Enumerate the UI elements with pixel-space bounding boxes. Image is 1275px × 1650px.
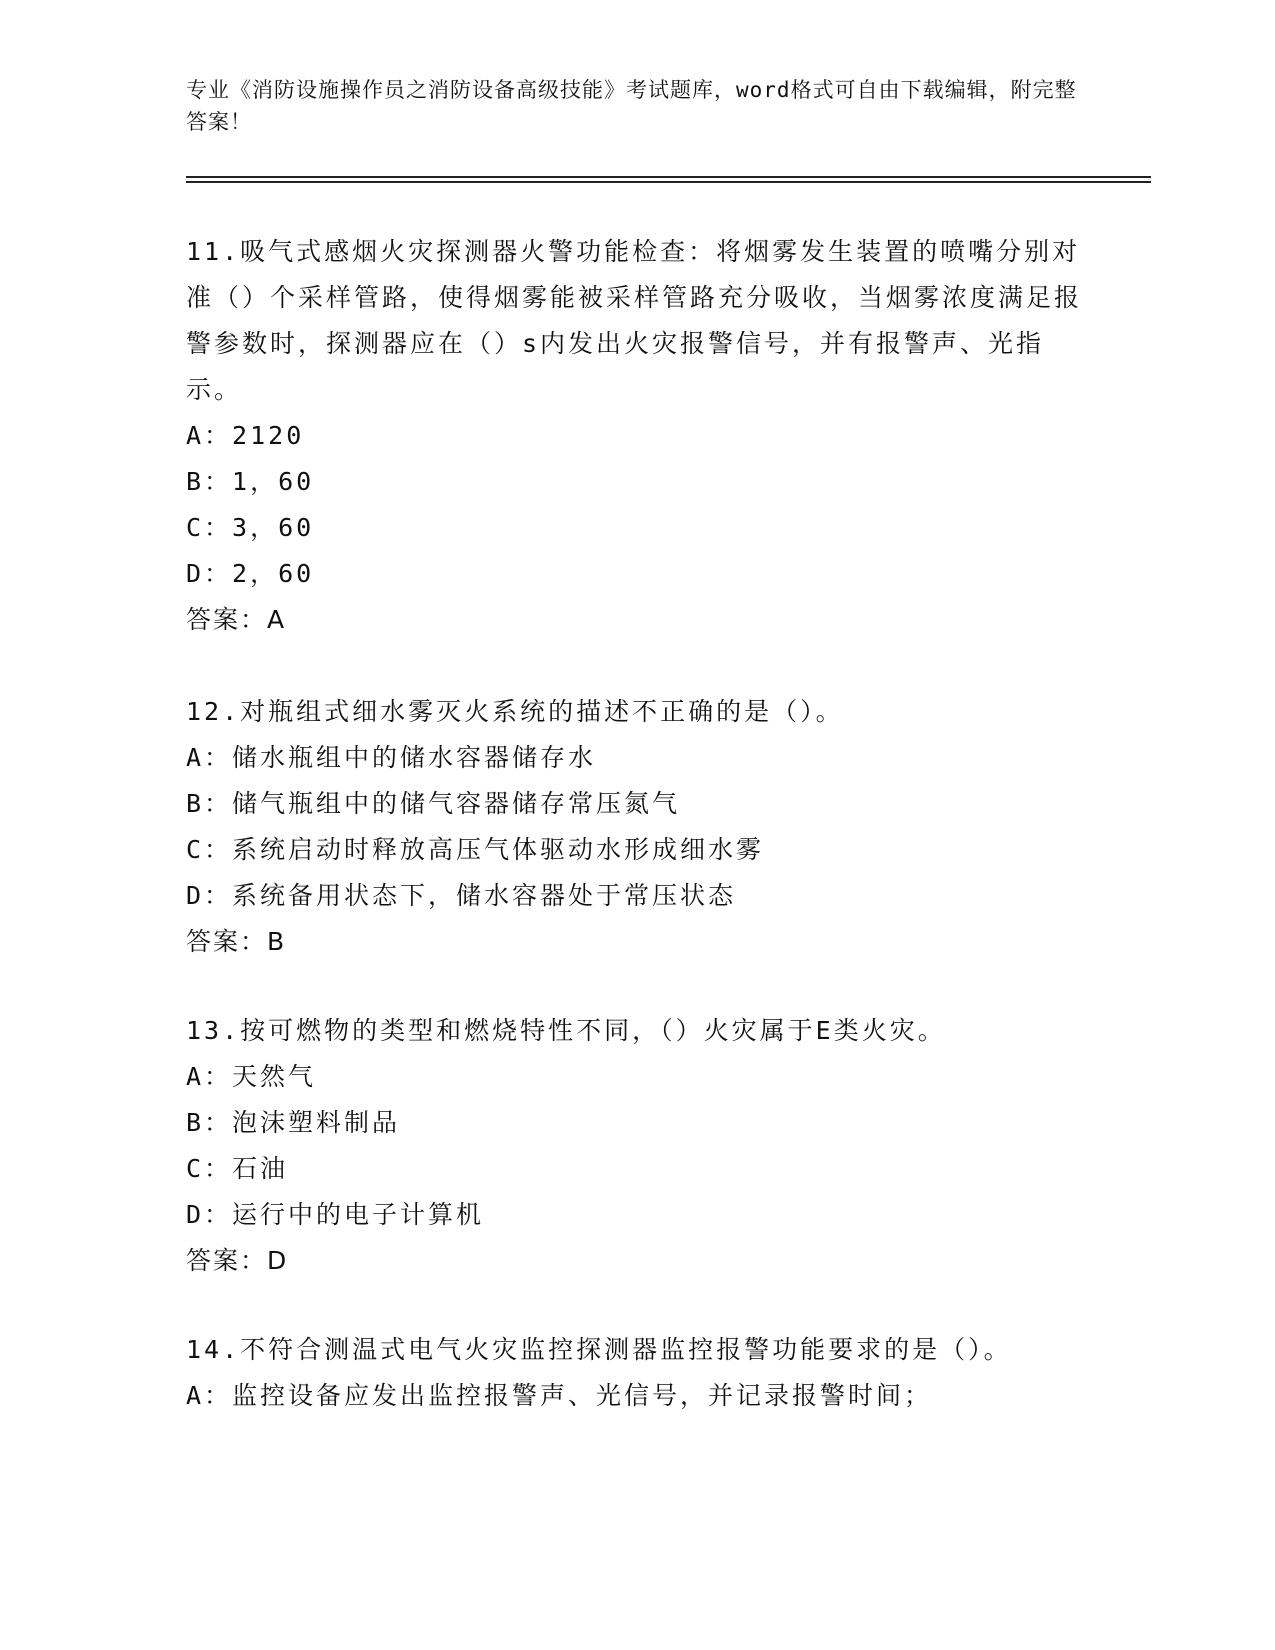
answer: 答案：A [186,605,287,634]
header-divider-bottom [186,181,1151,183]
question-stem: 11.吸气式感烟火灾探测器火警功能检查：将烟雾发生装置的喷嘴分别对准（）个采样管路，使得烟雾能被采样管路充分吸收，当烟雾浓度满足报警参数时，探测器应在（）s内发出火灾报警信号，并有报警声、光指示。 [186,237,1083,404]
option-b: B：1，60 [186,467,315,496]
option-a: A：储水瓶组中的储水容器储存水 [186,743,597,772]
option-a: A：天然气 [186,1062,317,1091]
option-d: D：2，60 [186,559,315,588]
option-a: A：2120 [186,421,305,450]
answer: 答案：D [186,1246,289,1275]
option-c: C：系统启动时释放高压气体驱动水形成细水雾 [186,835,765,864]
option-d: D：运行中的电子计算机 [186,1200,485,1229]
option-c: C：3，60 [186,513,315,542]
question-13 [186,1008,1086,1284]
question-stem: 14.不符合测温式电气火灾监控探测器监控报警功能要求的是（）。 [186,1335,1012,1364]
header-divider-top [186,176,1151,178]
option-b: B：泡沫塑料制品 [186,1108,401,1137]
document-header: 专业《消防设施操作员之消防设备高级技能》考试题库，word格式可自由下载编辑，附完整答案！ [186,78,1077,134]
option-d: D：系统备用状态下，储水容器处于常压状态 [186,881,737,910]
question-11 [186,229,1086,643]
option-c: C：石油 [186,1154,289,1183]
question-14 [186,1327,1086,1419]
option-a: A：监控设备应发出监控报警声、光信号，并记录报警时间； [186,1381,933,1410]
answer: 答案：B [186,927,287,956]
question-stem: 12.对瓶组式细水雾灭火系统的描述不正确的是（）。 [186,697,844,726]
option-b: B：储气瓶组中的储气容器储存常压氮气 [186,789,681,818]
question-12 [186,689,1086,965]
question-stem: 13.按可燃物的类型和燃烧特性不同，（）火灾属于E类火灾。 [186,1016,946,1045]
